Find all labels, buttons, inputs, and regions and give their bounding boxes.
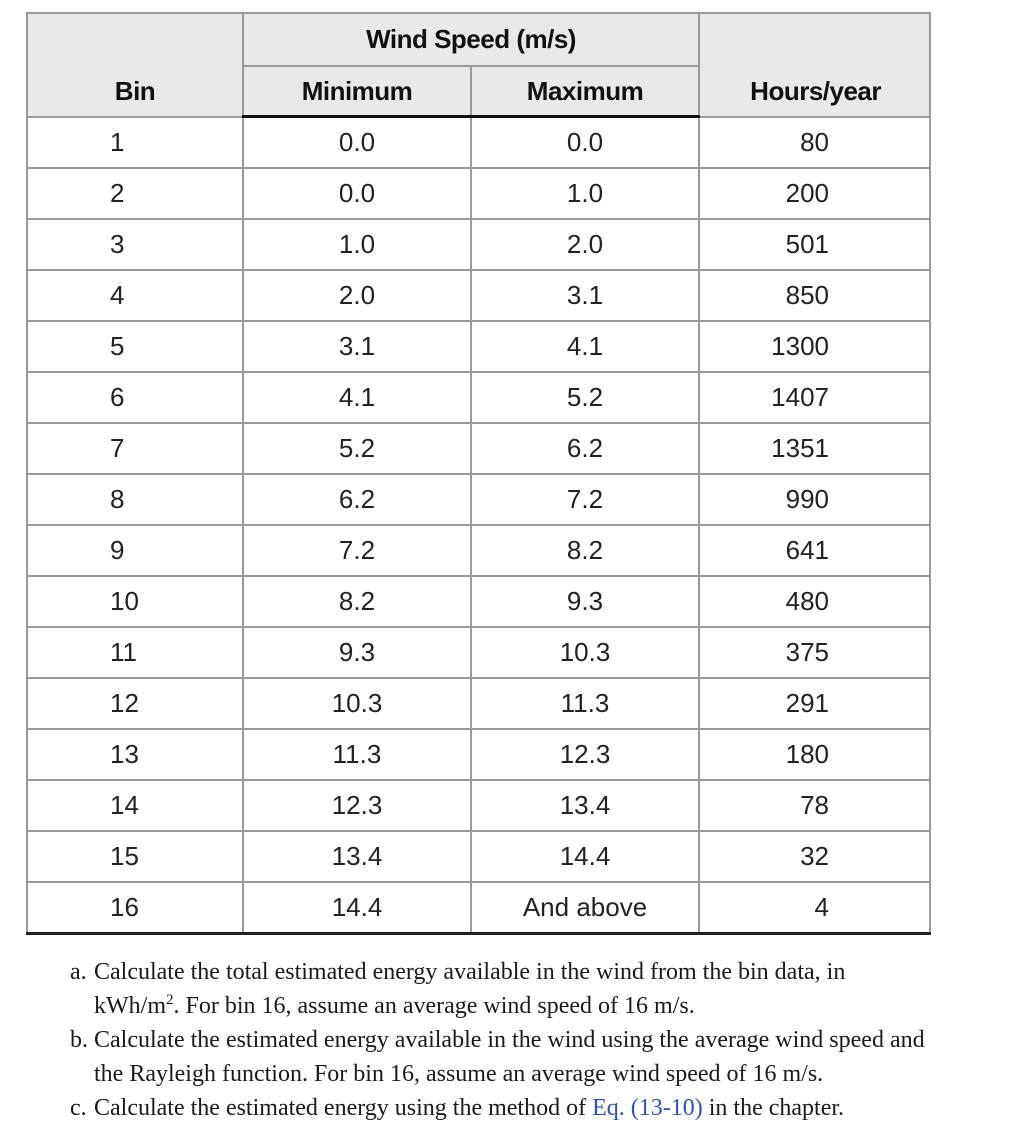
bin-cell: 7 [27, 423, 243, 474]
maximum-cell: 14.4 [471, 831, 699, 882]
bin-cell: 9 [27, 525, 243, 576]
hours-cell: 480 [699, 576, 930, 627]
maximum-cell: 11.3 [471, 678, 699, 729]
table-row [27, 270, 930, 321]
hours-cell: 200 [699, 168, 930, 219]
table-row [27, 780, 930, 831]
header-hours-year: Hours/year [699, 13, 930, 117]
maximum-cell: 3.1 [471, 270, 699, 321]
hours-cell: 850 [699, 270, 930, 321]
bin-cell: 1 [27, 117, 243, 169]
table-row [27, 576, 930, 627]
minimum-cell: 13.4 [243, 831, 471, 882]
hours-cell: 80 [699, 117, 930, 169]
bin-cell: 16 [27, 882, 243, 934]
bin-cell: 13 [27, 729, 243, 780]
minimum-cell: 0.0 [243, 168, 471, 219]
maximum-cell: 10.3 [471, 627, 699, 678]
bin-cell: 2 [27, 168, 243, 219]
hours-cell: 501 [699, 219, 930, 270]
question-a-unit: kWh/m [94, 993, 166, 1019]
bin-cell: 5 [27, 321, 243, 372]
table-row [27, 372, 930, 423]
table-row [27, 321, 930, 372]
maximum-cell: 2.0 [471, 219, 699, 270]
header-wind-speed: Wind Speed (m/s) [243, 13, 699, 66]
bin-cell: 4 [27, 270, 243, 321]
question-c-label: c. [70, 1095, 87, 1121]
table-row [27, 474, 930, 525]
hours-cell: 291 [699, 678, 930, 729]
question-c-before: Calculate the estimated energy using the method of [94, 1095, 593, 1121]
wind-speed-bin-table [26, 12, 931, 935]
table-row [27, 627, 930, 678]
maximum-cell: 13.4 [471, 780, 699, 831]
minimum-cell: 5.2 [243, 423, 471, 474]
question-a-line2: . For bin 16, assume an average wind speed of 16 m/s. [173, 993, 695, 1019]
minimum-cell: 4.1 [243, 372, 471, 423]
question-a-label: a. [70, 959, 87, 985]
minimum-cell: 1.0 [243, 219, 471, 270]
bin-cell: 6 [27, 372, 243, 423]
question-a-line1: Calculate the total estimated energy available in the wind from the bin data, in [94, 959, 846, 985]
question-a [70, 955, 950, 1023]
question-a-unit-exponent: 2 [166, 992, 174, 1008]
question-a-text [94, 955, 950, 1023]
maximum-cell: 0.0 [471, 117, 699, 169]
questions-section [70, 955, 950, 1125]
minimum-cell: 7.2 [243, 525, 471, 576]
table-body [27, 117, 930, 934]
hours-cell: 32 [699, 831, 930, 882]
minimum-cell: 9.3 [243, 627, 471, 678]
maximum-cell: 4.1 [471, 321, 699, 372]
hours-cell: 1300 [699, 321, 930, 372]
question-c-text [94, 1091, 950, 1125]
minimum-cell: 11.3 [243, 729, 471, 780]
minimum-cell: 12.3 [243, 780, 471, 831]
question-b [70, 1023, 950, 1091]
minimum-cell: 3.1 [243, 321, 471, 372]
hours-cell: 1407 [699, 372, 930, 423]
hours-cell: 375 [699, 627, 930, 678]
equation-reference-link[interactable]: Eq. (13-10) [592, 1095, 703, 1121]
bin-cell: 15 [27, 831, 243, 882]
header-maximum: Maximum [471, 66, 699, 117]
table-row [27, 117, 930, 169]
table-row [27, 525, 930, 576]
maximum-cell: 1.0 [471, 168, 699, 219]
hours-cell: 990 [699, 474, 930, 525]
question-b-text: Calculate the estimated energy available in the wind using the average wind speed and the Rayleigh function. For bin 16, assume an average wind speed of 16 m/s. [94, 1027, 925, 1087]
maximum-cell: 5.2 [471, 372, 699, 423]
minimum-cell: 2.0 [243, 270, 471, 321]
table-row [27, 219, 930, 270]
bin-cell: 3 [27, 219, 243, 270]
bin-cell: 8 [27, 474, 243, 525]
bin-cell: 10 [27, 576, 243, 627]
bin-cell: 12 [27, 678, 243, 729]
question-b-label: b. [70, 1027, 88, 1053]
hours-cell: 78 [699, 780, 930, 831]
hours-cell: 4 [699, 882, 930, 934]
table-row [27, 168, 930, 219]
minimum-cell: 14.4 [243, 882, 471, 934]
hours-cell: 180 [699, 729, 930, 780]
maximum-cell: 9.3 [471, 576, 699, 627]
header-minimum: Minimum [243, 66, 471, 117]
table-row [27, 729, 930, 780]
table-row [27, 831, 930, 882]
table-row [27, 678, 930, 729]
maximum-cell: 7.2 [471, 474, 699, 525]
maximum-cell: 6.2 [471, 423, 699, 474]
header-bin: Bin [27, 13, 243, 117]
maximum-cell: 12.3 [471, 729, 699, 780]
maximum-cell: 8.2 [471, 525, 699, 576]
minimum-cell: 8.2 [243, 576, 471, 627]
question-c-after: in the chapter. [702, 1095, 845, 1121]
minimum-cell: 0.0 [243, 117, 471, 169]
hours-cell: 1351 [699, 423, 930, 474]
bin-cell: 14 [27, 780, 243, 831]
maximum-cell: And above [471, 882, 699, 934]
hours-cell: 641 [699, 525, 930, 576]
minimum-cell: 10.3 [243, 678, 471, 729]
bin-cell: 11 [27, 627, 243, 678]
table-row [27, 882, 930, 934]
minimum-cell: 6.2 [243, 474, 471, 525]
table-row [27, 423, 930, 474]
question-c [70, 1091, 950, 1125]
